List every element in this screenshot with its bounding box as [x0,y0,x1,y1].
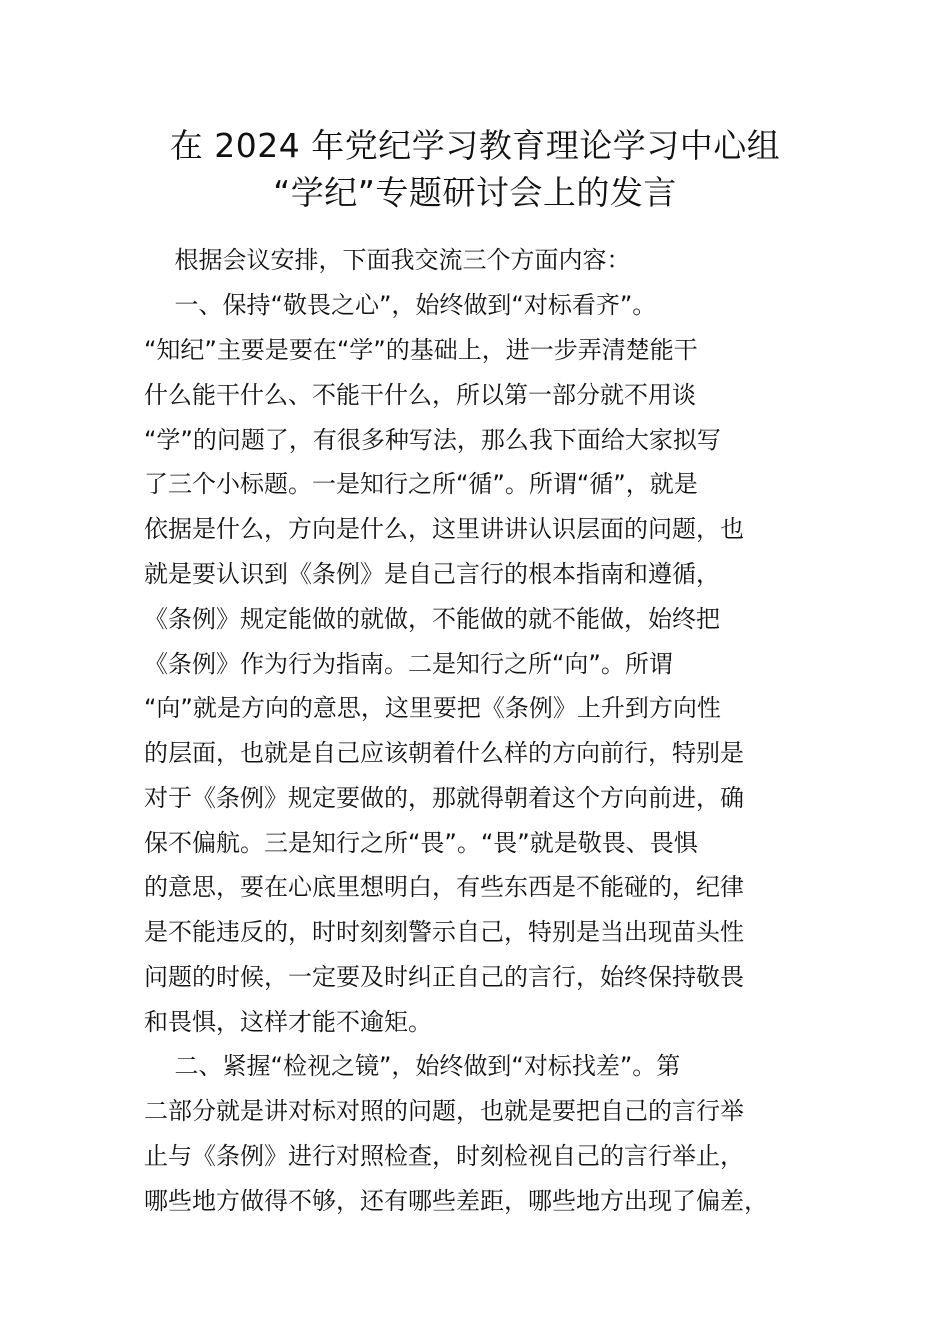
body-line: 《条例》作为行为指南。二是知行之所“向”。所谓 [144,650,673,678]
body-line: 二部分就是讲对标对照的问题，也就是要把自己的言行举 [144,1097,744,1125]
body-line: 止与《条例》进行对照检查，时刻检视自己的言行举止， [144,1142,744,1170]
body-line: 什么能干什么、不能干什么，所以第一部分就不用谈 [144,381,696,409]
body-line: “向”就是方向的意思，这里要把《条例》上升到方向性 [144,694,721,722]
body-line: 一、保持“敬畏之心”，始终做到“对标看齐”。 [144,291,657,319]
body-line: “学”的问题了，有很多种写法，那么我下面给大家拟写 [144,426,721,454]
body-line: 对于《条例》规定要做的，那就得朝着这个方向前进，确 [144,784,744,812]
body-line: 根据会议安排，下面我交流三个方面内容： [144,246,631,274]
body-line: 依据是什么，方向是什么，这里讲讲认识层面的问题，也 [144,515,744,543]
body-line: 和畏惧，这样才能不逾矩。 [144,1008,432,1036]
body-line: 哪些地方做得不够，还有哪些差距，哪些地方出现了偏差， [144,1187,768,1215]
body-line: 二、紧握“检视之镜”，始终做到“对标找差”。第 [144,1052,681,1080]
document-title-line-1: 在 2024 年党纪学习教育理论学习中心组 [169,126,781,165]
body-line: 是不能违反的，时时刻刻警示自己，特别是当出现苗头性 [144,918,744,946]
body-line: 保不偏航。三是知行之所“畏”。“畏”就是敬畏、畏惧 [144,829,698,857]
body-line: “知纪”主要是要在“学”的基础上，进一步弄清楚能干 [144,336,698,364]
document-title-line-2: “学纪”专题研讨会上的发言 [273,173,677,212]
body-line: 的意思，要在心底里想明白，有些东西是不能碰的，纪律 [144,873,744,901]
body-line: 问题的时候，一定要及时纠正自己的言行，始终保持敬畏 [144,963,744,991]
body-line: 的层面，也就是自己应该朝着什么样的方向前行，特别是 [144,739,744,767]
body-line: 《条例》规定能做的就做，不能做的就不能做，始终把 [144,605,720,633]
body-line: 就是要认识到《条例》是自己言行的根本指南和遵循， [144,560,720,588]
body-line: 了三个小标题。一是知行之所“循”。所谓“循”，就是 [144,470,698,498]
